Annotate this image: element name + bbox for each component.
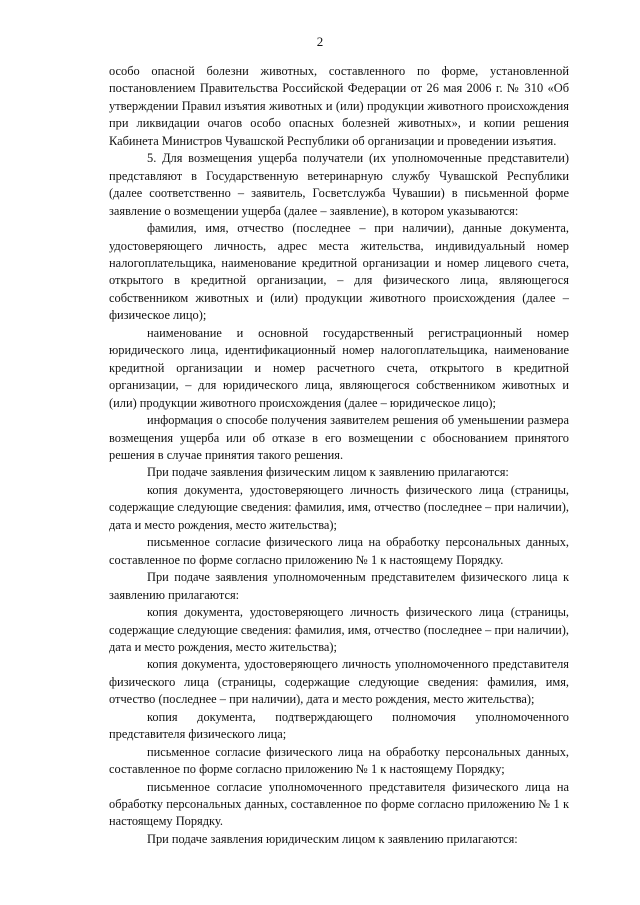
paragraph-item: письменное согласие физического лица на обработку персональных данных, составленное по форме согласно приложению № 1 к настоящему Порядку. [109,535,569,567]
paragraph-item: фамилия, имя, отчество (последнее – при наличии), данные документа, удостоверяющего личность, адрес места жительства, индивидуальный номер налогоплательщика, наименование кредитной организации и номер лицевого счета, открытого в кредитной организации, – для физического лица, являющегося собственником животных и (или) продукции животного происхождения (далее – физическое лицо); [109,221,569,323]
paragraph-item: наименование и основной государственный регистрационный номер юридического лица, идентификационный номер налогоплательщика, наименование кредитной организации и номер расчетного счета, открытого в кредитной организации, – для юридического лица, являющегося собственником животных и (или) продукции животного происхождения (далее – юридическое лицо); [109,325,569,410]
paragraph-heading: При подаче заявления юридическим лицом к заявлению прилагаются: [147,831,518,846]
paragraph-item: копия документа, удостоверяющего личность уполномоченного представителя физического лица (страницы, содержащие следующие сведения: фамилия, имя, отчество (последнее – при наличии), дата и место рождения, место жительства); [109,657,569,707]
paragraph-heading: При подаче заявления физическим лицом к заявлению прилагаются: [147,465,509,480]
paragraph-continuation: особо опасной болезни животных, составленного по форме, установленной постановлением Правительства Российской Федерации от 26 мая 2006 г. № 310 «Об утверждении Правил изъятия животных и (или) продукции животного происхождения при ликвидации очагов особо опасных болезней животных», и копии решения Кабинета Министров Чувашской Республики об организации и проведении изъятия. [109,64,569,148]
paragraph-item: информация о способе получения заявителем решения об уменьшении размера возмещения ущерба или об отказе в его возмещении с обоснованием принятого решения в случае принятия такого решения. [109,413,569,462]
paragraph-item: письменное согласие уполномоченного представителя физического лица на обработку персональных данных, составленное по форме согласно приложению № 1 к настоящему Порядку. [109,779,569,829]
document-body [109,63,569,848]
page-number: 2 [316,34,324,49]
paragraph-item: копия документа, подтверждающего полномочия уполномоченного представителя физического лица; [109,709,569,742]
paragraph-item: копия документа, удостоверяющего личность физического лица (страницы, содержащие следующие сведения: фамилия, имя, отчество (последнее – при наличии), дата и место рождения, место жительства); [109,605,569,654]
paragraph-item: письменное согласие физического лица на обработку персональных данных, составленное по форме согласно приложению № 1 к настоящему Порядку; [109,744,569,777]
paragraph-item: копия документа, удостоверяющего личность физического лица (страницы, содержащие следующие сведения: фамилия, имя, отчество (последнее – при наличии), дата и место рождения, место жительства); [109,482,569,532]
paragraph-heading: При подаче заявления уполномоченным представителем физического лица к заявлению прилагаются: [109,570,569,602]
paragraph-clause-5: 5. Для возмещения ущерба получатели (их уполномоченные представители) представляют в Государственную ветеринарную службу Чувашской Республики (далее соответственно – заявитель, Госветслужба Чувашии) в письменной форме заявление о возмещении ущерба (далее – заявление), в котором указываются: [109,151,569,218]
